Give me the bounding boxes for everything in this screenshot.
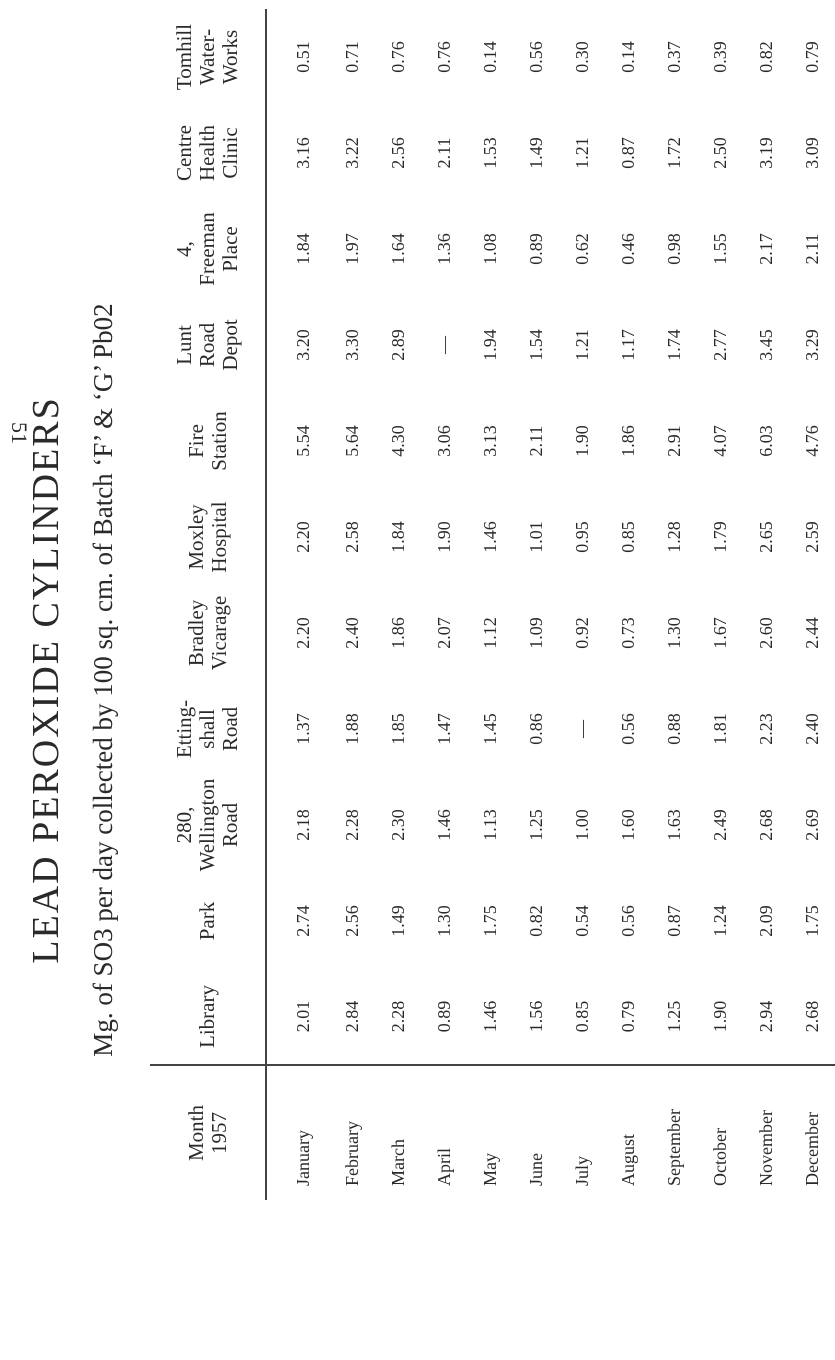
value-cell: 2.07 (433, 617, 454, 649)
value-cell: 0.92 (571, 617, 592, 649)
month-cell: February (329, 1065, 375, 1200)
value-cell: 1.01 (525, 521, 546, 553)
value-cell: 0.39 (709, 41, 730, 73)
month-cell: June (513, 1065, 559, 1200)
value-cell: 2.30 (387, 809, 408, 841)
table-row (513, 9, 559, 1200)
value-cell: 2.68 (755, 809, 776, 841)
value-cell: 0.62 (571, 233, 592, 265)
value-cell: 4.76 (801, 425, 822, 457)
value-cell: 0.79 (801, 41, 822, 73)
table-row (743, 9, 789, 1200)
value-cell: 1.37 (292, 713, 313, 745)
column-header (150, 585, 266, 681)
value-cell: 2.40 (801, 713, 822, 745)
value-cell: 0.56 (617, 905, 638, 937)
value-cell: 2.28 (341, 809, 362, 841)
value-cell: 3.20 (292, 329, 313, 361)
value-cell: 1.63 (663, 809, 684, 841)
value-cell: 1.46 (479, 521, 500, 553)
value-cell: 2.09 (755, 905, 776, 937)
value-cell: 0.51 (292, 41, 313, 73)
value-cell: 2.89 (387, 329, 408, 361)
table-row (651, 9, 697, 1200)
value-cell: 0.46 (617, 233, 638, 265)
value-cell: 1.90 (571, 425, 592, 457)
table-row (697, 9, 743, 1200)
value-cell: 1.00 (571, 809, 592, 841)
data-table (150, 9, 835, 1200)
header-line: Road (218, 706, 242, 752)
header-line: Clinic (218, 127, 242, 179)
column-header (150, 9, 266, 105)
header-line: Freeman (195, 212, 219, 286)
value-cell: 1.36 (433, 233, 454, 265)
value-cell: 0.14 (617, 41, 638, 73)
value-cell: 0.56 (525, 41, 546, 73)
value-cell: 1.12 (479, 617, 500, 649)
month-cell: January (266, 1065, 329, 1200)
value-cell: 2.74 (292, 905, 313, 937)
value-cell: 2.56 (341, 905, 362, 937)
value-cell: 1.49 (387, 905, 408, 937)
value-cell: 2.01 (292, 1000, 313, 1033)
value-cell: 2.58 (341, 521, 362, 553)
value-cell: 1.45 (479, 713, 500, 745)
value-cell: 2.56 (387, 137, 408, 169)
header-line: Depot (218, 319, 242, 371)
value-cell: 3.29 (801, 329, 822, 361)
value-cell: 0.56 (617, 713, 638, 745)
value-cell: 2.49 (709, 809, 730, 841)
month-cell: April (421, 1065, 467, 1200)
value-cell: 0.88 (663, 713, 684, 745)
header-line: Park (195, 901, 219, 941)
value-cell: 0.37 (663, 41, 684, 73)
value-cell: 0.73 (617, 617, 638, 649)
value-cell: 1.53 (479, 137, 500, 169)
header-line: Tomhill (172, 23, 196, 91)
table-row (329, 9, 375, 1200)
header-line: 4, (172, 241, 196, 257)
value-cell: 2.84 (341, 1000, 362, 1033)
value-cell: 1.54 (525, 329, 546, 361)
column-header (150, 777, 266, 873)
value-cell: 1.79 (709, 521, 730, 553)
value-cell: 2.23 (755, 713, 776, 745)
value-cell: 1.28 (663, 521, 684, 553)
value-cell: 3.13 (479, 425, 500, 457)
value-cell: 3.06 (433, 425, 454, 457)
header-line: Vicarage (206, 595, 231, 671)
value-cell: 2.91 (663, 425, 684, 457)
header-line: Road (218, 802, 242, 848)
column-header (150, 105, 266, 201)
month-cell: September (651, 1065, 697, 1200)
value-cell: 0.85 (617, 521, 638, 553)
month-cell: March (375, 1065, 421, 1200)
column-header (150, 681, 266, 777)
value-cell: 4.30 (387, 425, 408, 457)
value-cell: 1.85 (387, 713, 408, 745)
column-header (150, 393, 266, 489)
value-cell: 6.03 (755, 425, 776, 457)
header-line: Library (195, 985, 219, 1048)
value-cell: 1.64 (387, 233, 408, 265)
header-line: Month (183, 1105, 208, 1162)
value-cell: 2.11 (525, 425, 546, 457)
table-row (375, 9, 421, 1200)
value-cell: 0.30 (571, 41, 592, 73)
value-cell: 2.20 (292, 521, 313, 553)
value-cell: 2.17 (755, 233, 776, 265)
value-cell: 1.84 (292, 233, 313, 265)
value-cell: 1.86 (387, 617, 408, 649)
value-cell: 2.77 (709, 329, 730, 361)
value-cell: 0.85 (571, 1000, 592, 1033)
month-cell: November (743, 1065, 789, 1200)
value-cell: 0.86 (525, 713, 546, 745)
value-cell: 1.55 (709, 233, 730, 265)
column-header (150, 489, 266, 585)
header-line: Station (206, 411, 231, 471)
value-cell: 0.76 (387, 41, 408, 73)
value-cell: 2.44 (801, 617, 822, 649)
value-cell: 3.22 (341, 137, 362, 169)
page-subtitle: Mg. of SO3 per day collected by 100 sq. cm. of Batch ‘F’ & ‘G’ Pb02 (88, 303, 118, 1057)
value-cell: 1.94 (479, 329, 500, 361)
value-cell: 1.90 (709, 1000, 730, 1033)
value-cell: 1.49 (525, 137, 546, 169)
header-line: 280, (172, 806, 196, 844)
value-cell: 0.54 (571, 905, 592, 937)
value-cell: 1.86 (617, 425, 638, 457)
value-cell: 0.14 (479, 41, 500, 73)
table-row (266, 9, 329, 1200)
value-cell: 1.21 (571, 329, 592, 361)
value-cell: 0.98 (663, 233, 684, 265)
header-row (150, 9, 266, 1200)
value-cell: 5.54 (292, 425, 313, 457)
value-cell: 1.30 (663, 617, 684, 649)
value-cell: 0.82 (525, 905, 546, 937)
table-row (605, 9, 651, 1200)
value-cell: 2.20 (292, 617, 313, 649)
value-cell: 0.76 (433, 41, 454, 73)
value-cell: 1.13 (479, 809, 500, 841)
value-cell: 1.56 (525, 1000, 546, 1033)
value-cell: 1.75 (801, 905, 822, 937)
column-header-month (150, 1065, 266, 1200)
value-cell: 0.95 (571, 521, 592, 553)
value-cell: 2.65 (755, 521, 776, 553)
value-cell: 1.21 (571, 137, 592, 169)
value-cell: 1.09 (525, 617, 546, 649)
value-cell: 0.79 (617, 1000, 638, 1033)
header-line: Moxley (183, 504, 208, 570)
value-cell: 0.89 (525, 233, 546, 265)
value-cell: 0.89 (433, 1000, 454, 1033)
value-cell: 2.18 (292, 809, 313, 841)
value-cell: — (433, 336, 454, 354)
value-cell: 1.84 (387, 521, 408, 553)
value-cell: 0.87 (617, 137, 638, 169)
value-cell: 3.09 (801, 137, 822, 169)
table-row (421, 9, 467, 1200)
value-cell: 2.94 (755, 1000, 776, 1033)
value-cell: 0.87 (663, 905, 684, 937)
header-line: Wellington (195, 778, 219, 872)
value-cell: 3.16 (292, 137, 313, 169)
month-cell: May (467, 1065, 513, 1200)
value-cell: 1.81 (709, 713, 730, 745)
value-cell: 1.24 (709, 905, 730, 937)
value-cell: 1.75 (479, 905, 500, 937)
value-cell: 1.46 (479, 1000, 500, 1033)
value-cell: 0.82 (755, 41, 776, 73)
value-cell: 1.47 (433, 713, 454, 745)
value-cell: 2.60 (755, 617, 776, 649)
value-cell: 3.19 (755, 137, 776, 169)
header-line: Lunt (172, 325, 196, 365)
value-cell: 2.11 (801, 233, 822, 265)
value-cell: 2.11 (433, 137, 454, 169)
value-cell: 1.17 (617, 329, 638, 361)
header-line: Centre (172, 125, 196, 181)
value-cell: 2.68 (801, 1000, 822, 1033)
page-title: LEAD PEROXIDE CYLINDERS (25, 396, 67, 964)
value-cell: 1.67 (709, 617, 730, 649)
header-line: Road (195, 322, 219, 368)
value-cell: 2.69 (801, 809, 822, 841)
value-cell: 3.45 (755, 329, 776, 361)
header-line: Hospital (206, 501, 231, 573)
header-line: 1957 (206, 1112, 231, 1154)
page-number: 51 (7, 422, 32, 444)
column-header (150, 969, 266, 1065)
value-cell: 2.40 (341, 617, 362, 649)
value-cell: 1.25 (663, 1000, 684, 1033)
header-line: Etting- (172, 699, 196, 759)
header-line: Works (218, 29, 242, 85)
value-cell: 3.30 (341, 329, 362, 361)
value-cell: 2.59 (801, 521, 822, 553)
value-cell: 2.50 (709, 137, 730, 169)
header-line: Fire (183, 424, 208, 458)
column-header (150, 297, 266, 393)
value-cell: 1.60 (617, 809, 638, 841)
table-row (467, 9, 513, 1200)
header-line: Health (195, 125, 219, 181)
value-cell: 1.90 (433, 521, 454, 553)
value-cell: 1.46 (433, 809, 454, 841)
column-header (150, 201, 266, 297)
value-cell: 1.25 (525, 809, 546, 841)
column-header (150, 873, 266, 969)
value-cell: 5.64 (341, 425, 362, 457)
header-line: Bradley (183, 599, 208, 667)
value-cell: — (571, 720, 592, 738)
value-cell: 0.71 (341, 41, 362, 73)
month-cell: December (789, 1065, 835, 1200)
table-row (789, 9, 835, 1200)
month-cell: October (697, 1065, 743, 1200)
header-line: Place (218, 226, 242, 272)
value-cell: 1.72 (663, 137, 684, 169)
value-cell: 1.97 (341, 233, 362, 265)
value-cell: 4.07 (709, 425, 730, 457)
month-cell: July (559, 1065, 605, 1200)
table-row (559, 9, 605, 1200)
value-cell: 1.08 (479, 233, 500, 265)
header-line: Water- (195, 28, 219, 86)
header-line: shall (195, 709, 219, 749)
value-cell: 1.88 (341, 713, 362, 745)
value-cell: 1.30 (433, 905, 454, 937)
month-cell: August (605, 1065, 651, 1200)
value-cell: 2.28 (387, 1000, 408, 1033)
value-cell: 1.74 (663, 329, 684, 361)
